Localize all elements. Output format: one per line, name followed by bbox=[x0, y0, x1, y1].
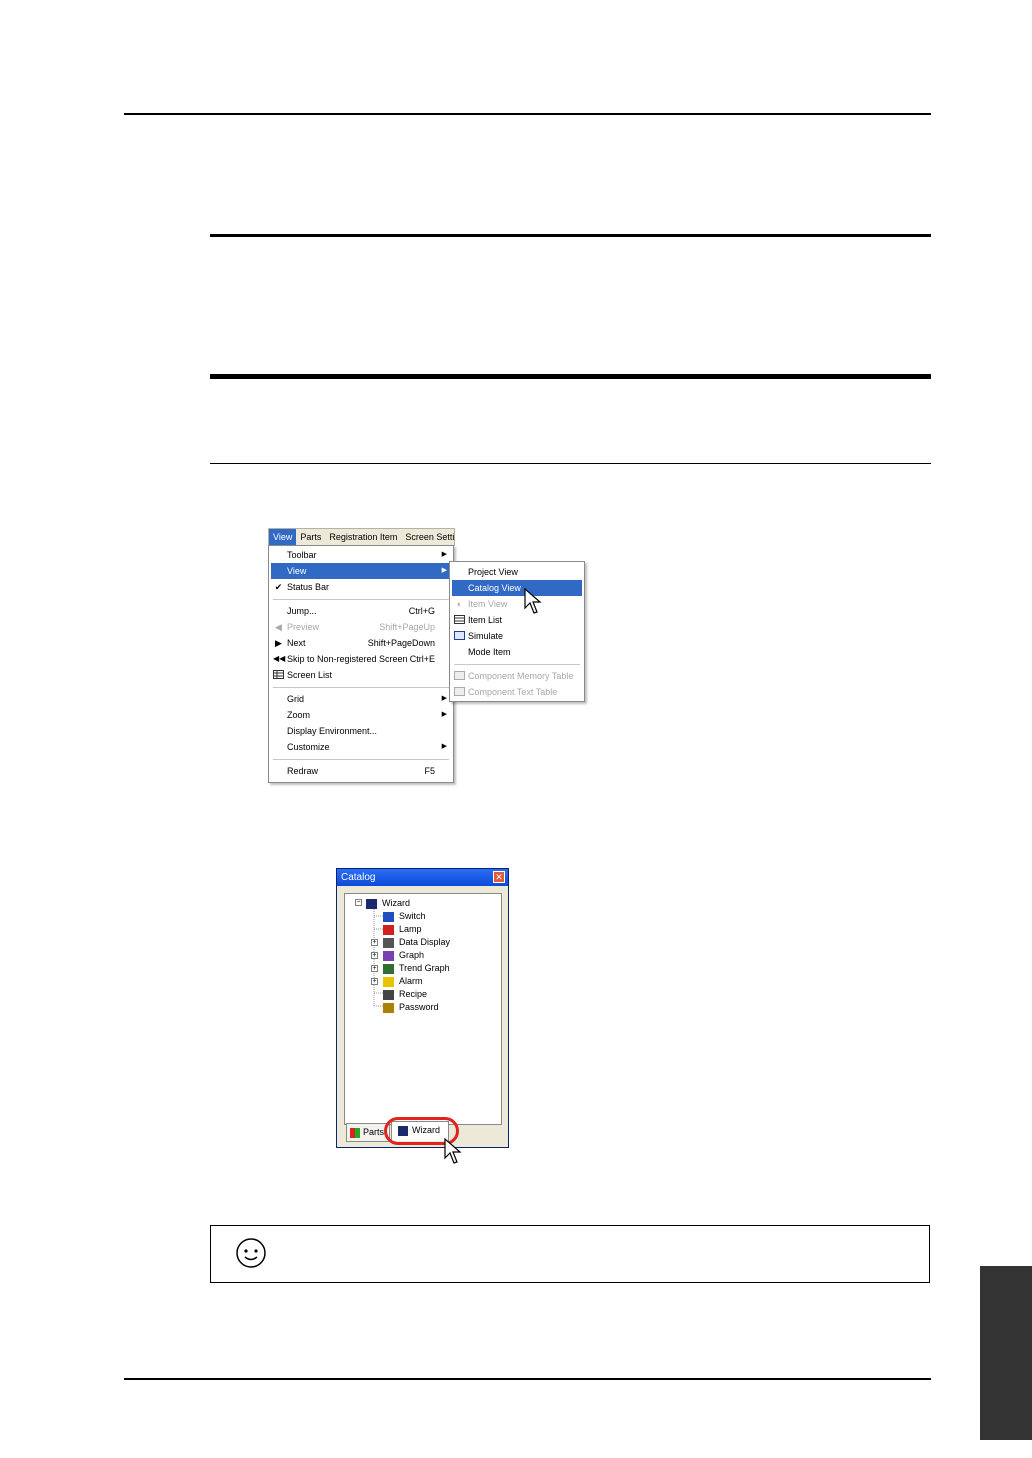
menubar-view[interactable]: View bbox=[269, 529, 296, 546]
collapse-wizard-icon[interactable]: − bbox=[356, 899, 361, 906]
submenu-arrow-icon: ▶ bbox=[441, 551, 447, 558]
menu-separator bbox=[273, 599, 449, 600]
tree-node-alarm[interactable]: Alarm bbox=[383, 975, 423, 987]
menu-item-display-environment[interactable]: Display Environment... bbox=[287, 726, 378, 736]
arrow-right-icon: ▶ bbox=[275, 638, 282, 648]
tree-node-wizard[interactable]: Wizard bbox=[366, 897, 410, 909]
arrow-left-icon: ◀ bbox=[275, 622, 282, 632]
tree-node-recipe[interactable]: Recipe bbox=[383, 988, 427, 1000]
menu-separator bbox=[273, 687, 449, 688]
expand-alarm-icon[interactable]: + bbox=[372, 978, 377, 985]
submenu-item-project-view[interactable]: Project View bbox=[468, 567, 518, 577]
menu-item-jump[interactable]: Jump... Ctrl+G bbox=[287, 606, 435, 616]
recipe-icon bbox=[383, 990, 394, 1000]
section-rule-thin bbox=[210, 463, 931, 464]
expand-graph-icon[interactable]: + bbox=[372, 952, 377, 959]
submenu-arrow-icon: ▶ bbox=[441, 743, 447, 750]
smiley-icon bbox=[235, 1237, 267, 1269]
item-view-icon: ◐ bbox=[456, 599, 463, 609]
submenu-arrow-icon: ▶ bbox=[441, 711, 447, 718]
tree-node-data-display[interactable]: Data Display bbox=[383, 936, 450, 948]
submenu-item-component-text-table: Component Text Table bbox=[452, 684, 582, 700]
wizard-icon bbox=[366, 899, 377, 909]
submenu-item-item-view: ◐ Item View bbox=[452, 596, 582, 612]
menu-separator bbox=[454, 664, 580, 665]
alarm-icon bbox=[383, 977, 394, 987]
text-table-icon bbox=[454, 687, 465, 697]
submenu-item-simulate[interactable]: Simulate bbox=[452, 628, 582, 644]
catalog-window bbox=[336, 868, 509, 1148]
item-list-icon bbox=[454, 615, 465, 625]
skip-icon: ◀◀ bbox=[273, 654, 286, 663]
catalog-title: Catalog bbox=[341, 872, 376, 883]
data-display-icon bbox=[383, 938, 394, 948]
menubar-registration-item[interactable]: Registration Item bbox=[329, 532, 398, 542]
menu-item-view[interactable]: View ▶ bbox=[271, 563, 451, 579]
menu-item-zoom[interactable]: Zoom ▶ bbox=[271, 707, 451, 723]
menu-item-grid[interactable]: Grid ▶ bbox=[271, 691, 451, 707]
tree-node-lamp[interactable]: Lamp bbox=[383, 923, 422, 935]
catalog-tree-panel bbox=[344, 893, 502, 1125]
switch-icon bbox=[383, 912, 394, 922]
menu-item-next[interactable]: ▶ Next Shift+PageDown bbox=[271, 635, 451, 651]
catalog-title-bar bbox=[337, 869, 508, 886]
mouse-cursor-icon bbox=[444, 1138, 462, 1166]
tree-node-graph[interactable]: Graph bbox=[383, 949, 424, 961]
menu-bar bbox=[268, 528, 455, 546]
expand-trend-graph-icon[interactable]: + bbox=[372, 965, 377, 972]
menu-item-toolbar[interactable]: Toolbar ▶ bbox=[271, 547, 451, 563]
tab-wizard[interactable]: Wizard bbox=[391, 1121, 449, 1141]
menu-item-status-bar[interactable]: ✔ Status Bar bbox=[274, 582, 330, 592]
lamp-icon bbox=[383, 925, 394, 935]
menu-item-customize[interactable]: Customize ▶ bbox=[271, 739, 451, 755]
menu-separator bbox=[273, 759, 449, 760]
section-rule-thick bbox=[210, 234, 931, 237]
footer-rule bbox=[124, 1378, 931, 1380]
mouse-cursor-icon bbox=[524, 588, 542, 616]
submenu-arrow-icon: ▶ bbox=[441, 567, 447, 574]
section-rule-bold bbox=[210, 374, 931, 379]
trend-graph-icon bbox=[383, 964, 394, 974]
tree-node-password[interactable]: Password bbox=[383, 1001, 439, 1013]
tree-node-switch[interactable]: Switch bbox=[383, 910, 426, 922]
memory-table-icon bbox=[454, 671, 465, 681]
password-icon bbox=[383, 1003, 394, 1013]
graph-icon bbox=[383, 951, 394, 961]
screen-list-icon bbox=[273, 670, 284, 680]
view-menu bbox=[268, 545, 454, 783]
chapter-side-tab bbox=[980, 1266, 1032, 1440]
submenu-item-item-list[interactable]: Item List bbox=[452, 612, 582, 628]
menu-item-redraw[interactable]: Redraw F5 bbox=[287, 766, 435, 776]
menu-item-skip[interactable]: ◀◀ Skip to Non-registered Screen Ctrl+E bbox=[273, 654, 435, 664]
expand-data-display-icon[interactable]: + bbox=[372, 939, 377, 946]
hint-box bbox=[210, 1225, 930, 1283]
submenu-item-component-memory-table: Component Memory Table bbox=[452, 668, 582, 684]
close-icon[interactable]: ✕ bbox=[493, 871, 505, 883]
menu-item-screen-list[interactable]: Screen List bbox=[271, 667, 451, 683]
menu-item-preview: ◀ Preview Shift+PageUp bbox=[271, 619, 451, 635]
parts-icon bbox=[350, 1128, 360, 1138]
view-submenu bbox=[449, 561, 585, 702]
submenu-item-catalog-view[interactable]: Catalog View bbox=[452, 580, 582, 596]
header-rule bbox=[124, 113, 931, 115]
submenu-arrow-icon: ▶ bbox=[441, 695, 447, 702]
tree-node-trend-graph[interactable]: Trend Graph bbox=[383, 962, 450, 974]
check-icon: ✔ bbox=[274, 582, 283, 592]
menubar-parts[interactable]: Parts bbox=[300, 532, 322, 542]
submenu-item-mode-item[interactable]: Mode Item bbox=[468, 647, 511, 657]
menubar-screen-settings[interactable]: Screen Setti bbox=[405, 532, 455, 542]
simulate-icon bbox=[454, 631, 465, 641]
tab-parts[interactable]: Parts bbox=[346, 1123, 390, 1142]
